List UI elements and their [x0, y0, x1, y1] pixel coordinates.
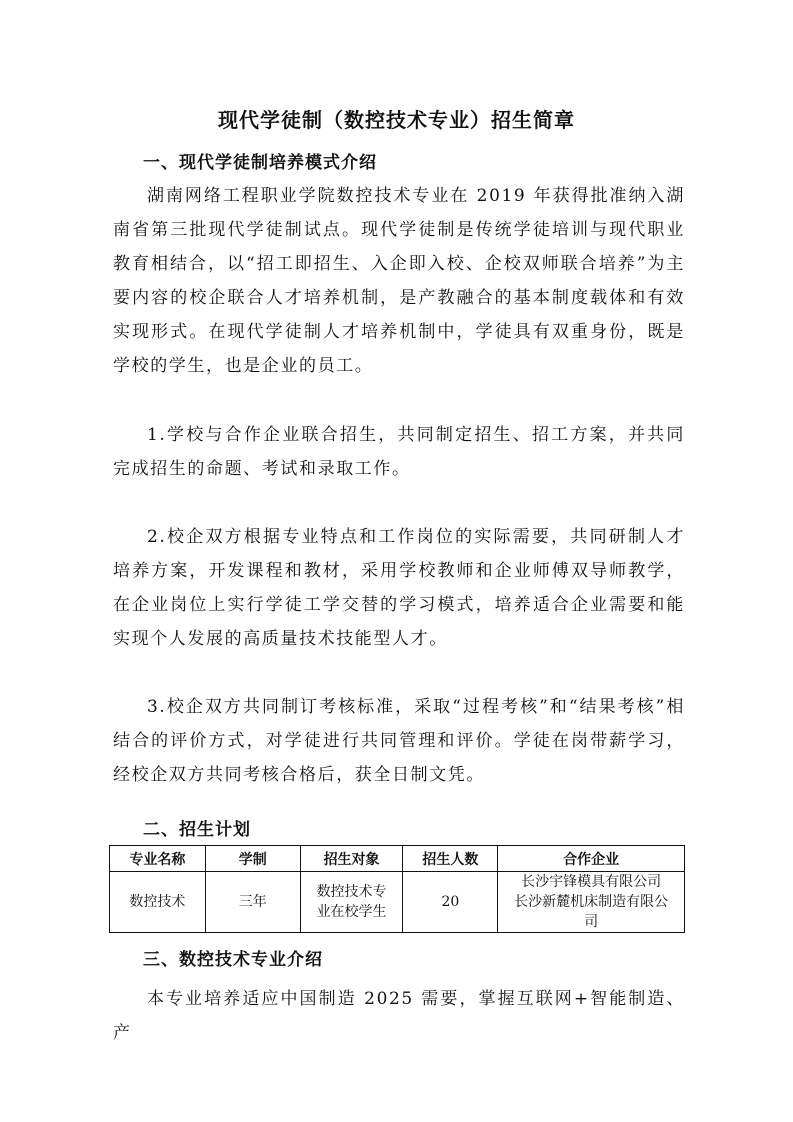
paragraph-major-intro: 本专业培养适应中国制造 2025 需要，掌握互联网+智能制造、产 — [113, 989, 685, 1043]
cell-partner-1: 长沙宇锋模具有限公司 — [521, 874, 662, 890]
section-heading-major-intro: 三、数控技术专业介绍 — [143, 950, 323, 970]
column-header-partner: 合作企业 — [498, 846, 685, 872]
paragraph-intro: 湖南网络工程职业学院数控技术专业在 2019 年获得批准纳入湖南省第三批现代学徒制试点。现代学徒制是传统学徒培训与现代职业教育相结合，以“招工即招生、入企即入校、企校双师联合培养”为主要内容的校企联合人才培养机制，是产教融合的基本制度载体和有效实现形式。在现代学徒制人才培养机制中，学徒具有双重身份，既是学校的学生，也是企业的员工。 — [113, 186, 685, 376]
paragraph-item-3: 3.校企双方共同制订考核标准，采取“过程考核”和“结果考核”相结合的评价方式，对学徒进行共同管理和评价。学徒在岗带薪学习，经校企双方共同考核合格后，获全日制文凭。 — [113, 697, 685, 785]
cell-major: 数控技术 — [110, 872, 206, 933]
section-heading-training-mode: 一、现代学徒制培养模式介绍 — [143, 153, 377, 173]
paragraph-item-1: 1.学校与合作企业联合招生，共同制定招生、招工方案，并共同完成招生的命题、考试和录取工作。 — [113, 425, 685, 479]
table-header-row — [110, 846, 685, 872]
section-heading-enrollment-plan: 二、招生计划 — [143, 820, 251, 840]
cell-partner — [498, 872, 685, 933]
cell-duration: 三年 — [205, 872, 300, 933]
document-title: 现代学徒制（数控技术专业）招生简章 — [218, 108, 575, 132]
paragraph-item-2: 2.校企双方根据专业特点和工作岗位的实际需要，共同研制人才培养方案，开发课程和教材，采用学校教师和企业师傅双导师教学，在企业岗位上实行学徒工学交替的学习模式，培养适合企业需要和能实现个人发展的高质量技术技能型人才。 — [113, 527, 685, 649]
cell-target-line-2: 业在校学生 — [316, 904, 387, 920]
cell-target-line-1: 数控技术专 — [316, 884, 387, 900]
cell-partner-2-line-2: 司 — [584, 914, 599, 930]
cell-partner-2-line-1: 长沙新麓机床制造有限公 — [514, 894, 669, 910]
table-row — [110, 872, 685, 933]
column-header-major: 专业名称 — [110, 846, 206, 872]
column-header-target: 招生对象 — [300, 846, 403, 872]
enrollment-plan-table — [109, 845, 685, 933]
cell-target — [300, 872, 403, 933]
column-header-duration: 学制 — [205, 846, 300, 872]
column-header-count: 招生人数 — [403, 846, 498, 872]
cell-count: 20 — [403, 872, 498, 933]
